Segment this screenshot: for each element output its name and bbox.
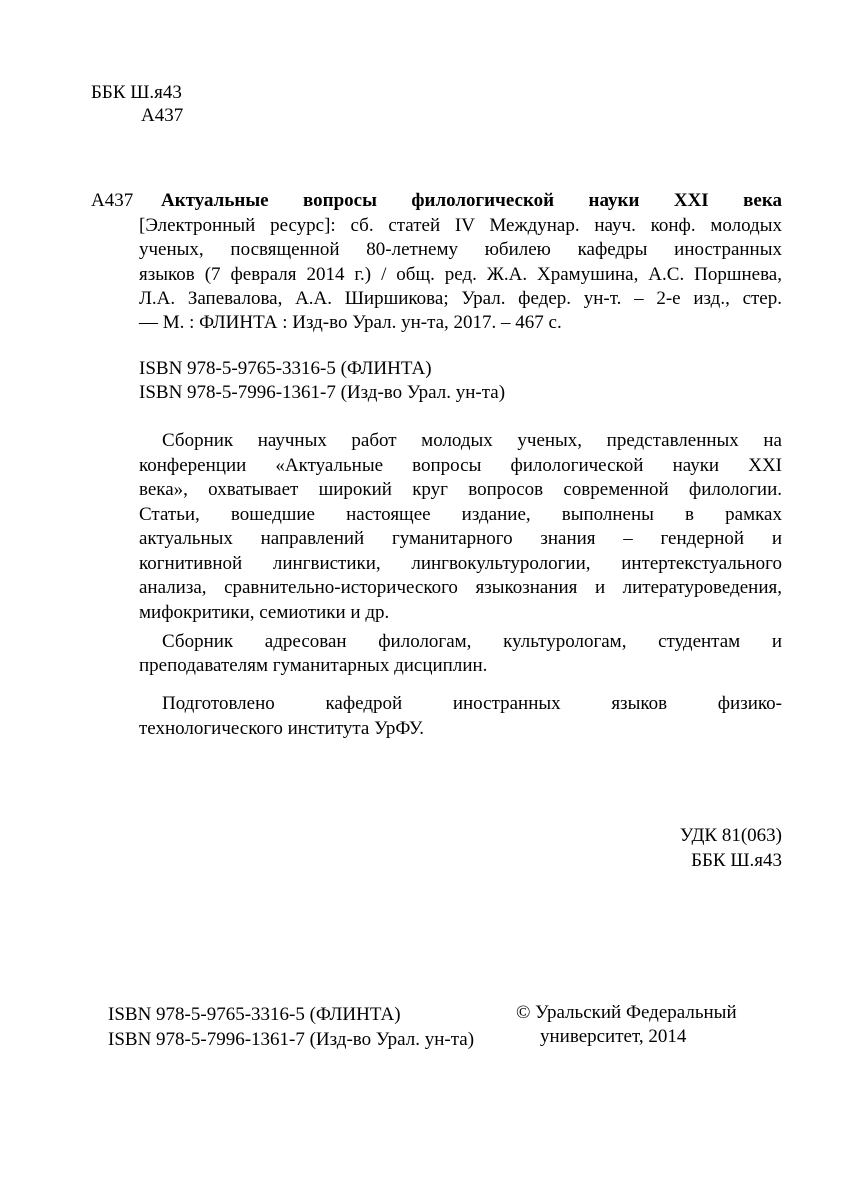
copyright: © Уральский Федеральный	[516, 1002, 737, 1023]
annotation-line: конференции «Актуальные вопросы филологической науки XXI	[139, 455, 782, 476]
entry-line: ученых, посвященной 80-летнему юбилею кафедры иностранных	[139, 239, 782, 260]
udk: УДК 81(063)	[679, 825, 782, 846]
annotation-line: преподавателям гуманитарных дисциплин.	[139, 655, 488, 676]
footer-isbn: ISBN 978-5-9765-3316-5 (ФЛИНТА)	[108, 1004, 401, 1025]
prepared-line: технологического института УрФУ.	[139, 718, 425, 739]
author-sign-top: А437	[141, 105, 184, 126]
prepared-line: Подготовлено кафедрой иностранных языков физико-	[162, 693, 782, 714]
annotation-line: Статьи, вошедшие настоящее издание, выполнены в рамках	[139, 504, 782, 525]
bbk-top: ББК Ш.я43	[91, 82, 182, 103]
annotation-line: анализа, сравнительно-исторического языкознания и литературоведения,	[139, 577, 782, 598]
entry-title: Актуальные вопросы филологической науки XXI века	[161, 190, 782, 211]
bbk-bottom: ББК Ш.я43	[691, 850, 782, 871]
entry-line: [Электронный ресурс]: сб. статей IV Междунар. науч. конф. молодых	[139, 215, 782, 236]
annotation-line: века», охватывает широкий круг вопросов современной филологии.	[139, 479, 782, 500]
annotation-line: когнитивной лингвистики, лингвокультурологии, интертекстуального	[139, 553, 782, 574]
entry-sign: А437	[91, 190, 134, 211]
entry-line: языков (7 февраля 2014 г.) / общ. ред. Ж.А. Храмушина, А.С. Поршнева,	[139, 264, 782, 285]
annotation-line: мифокритики, семиотики и др.	[139, 602, 390, 623]
isbn-line: ISBN 978-5-7996-1361-7 (Изд-во Урал. ун-та)	[139, 382, 506, 403]
isbn-line: ISBN 978-5-9765-3316-5 (ФЛИНТА)	[139, 358, 432, 379]
annotation-line: Сборник научных работ молодых ученых, представленных на	[162, 430, 782, 451]
entry-line: — М. : ФЛИНТА : Изд-во Урал. ун-та, 2017. – 467 с.	[139, 312, 562, 333]
copyright: университет, 2014	[540, 1026, 687, 1047]
annotation-line: актуальных направлений гуманитарного знания – гендерной и	[139, 528, 782, 549]
annotation-line: Сборник адресован филологам, культурологам, студентам и	[162, 631, 782, 652]
entry-line: Л.А. Запевалова, А.А. Ширшикова; Урал. федер. ун-т. – 2-е изд., стер.	[139, 288, 782, 309]
footer-isbn: ISBN 978-5-7996-1361-7 (Изд-во Урал. ун-та)	[108, 1029, 475, 1050]
